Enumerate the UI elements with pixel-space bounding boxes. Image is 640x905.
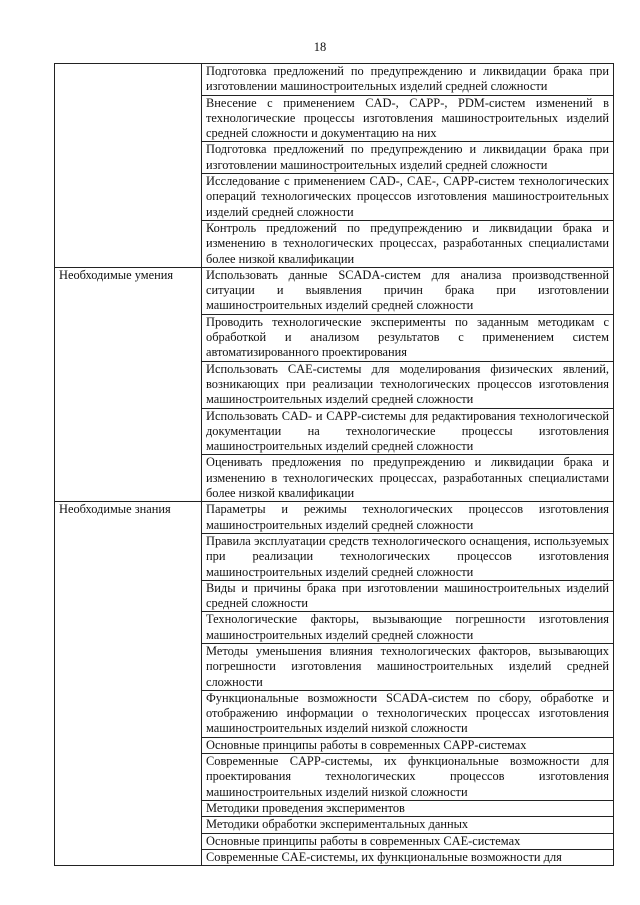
cell-text: Современные CAE-системы, их функциональные возможности для [206,849,562,864]
cell-text: Функциональные возможности SCADA-систем по сбору, обработке и отображению информации о технологических процессах изготовления машиностроительных изделий низкой сложности [206,690,609,736]
table-row [55,502,614,534]
cell-text: Использовать CAE-системы для моделирования физических явлений, возникающих при реализации технологических процессов изготовления машиностроительных изделий средней сложности [206,361,609,407]
table-row [55,64,614,96]
cell-text: Подготовка предложений по предупреждению и ликвидации брака при изготовлении машиностроительных изделий средней сложности [206,142,609,172]
table-cell [202,314,614,361]
table-cell [202,800,614,816]
table-cell [202,690,614,737]
cell-text: Основные принципы работы в современных CAPP-системах [206,737,527,752]
table-cell [202,612,614,644]
row-section-label: Необходимые умения [55,267,202,501]
cell-text: Методики обработки экспериментальных данных [206,817,469,832]
cell-text: Виды и причины брака при изготовлении машиностроительных изделий средней сложности [206,580,609,611]
cell-text: Контроль предложений по предупреждению и ликвидации брака и изменению в технологических процессах, разработанных специалистами более низкой квалификации [206,220,609,266]
cell-text: Проводить технологические эксперименты по заданным методикам с обработкой и анализом результатов с применением систем автоматизированного проектирования [206,314,609,360]
table-cell [202,833,614,849]
table-cell [202,174,614,221]
cell-text: Правила эксплуатации средств технологического оснащения, используемых при реализации технологических процессов изготовления машиностроительных изделий средней сложности [206,533,609,579]
cell-text: Технологические факторы, вызывающие погрешности изготовления машиностроительных изделий средней сложности [206,612,609,642]
table-cell [202,455,614,502]
table-cell [202,142,614,174]
table-cell [202,533,614,580]
cell-text: Методы уменьшения влияния технологических факторов, вызывающих погрешности изготовления машиностроительных изделий средней сложности [206,643,609,689]
qualification-table [54,63,614,866]
cell-text: Методики проведения экспериментов [206,800,405,815]
table-cell [202,408,614,455]
table-cell [202,580,614,612]
table-cell [202,502,614,534]
table-cell [202,849,614,865]
table-cell [202,267,614,314]
cell-text: Исследование с применением CAD-, CAE-, CAPP-систем технологических операций технологических процессов изготовления машиностроительных изделий средней сложности [206,174,609,219]
table-cell [202,817,614,833]
row-section-label: Необходимые знания [55,502,202,866]
cell-text: Параметры и режимы технологических процессов изготовления машиностроительных изделий средней сложности [206,502,609,532]
table-cell [202,643,614,690]
table-cell [202,361,614,408]
row-section-label [55,64,202,268]
cell-text: Использовать данные SCADA-систем для анализа производственной ситуации и выявления причин брака при изготовлении машиностроительных изделий средней сложности [206,267,609,313]
table-row [55,267,614,314]
cell-text: Оценивать предложения по предупреждению и ликвидации брака и изменению в технологических процессах, разработанных специалистами более низкой квалификации [206,455,609,501]
page-number: 18 [313,40,327,54]
cell-text: Современные CAPP-системы, их функциональные возможности для проектирования технологических процессов изготовления машиностроительных изделий низкой сложности [206,754,609,799]
table-cell [202,95,614,142]
cell-text: Использовать CAD- и CAPP-системы для редактирования технологической документации на технологические процессы изготовления машиностроительных изделий средней сложности [206,408,609,454]
cell-text: Подготовка предложений по предупреждению и ликвидации брака при изготовлении машиностроительных изделий средней сложности [206,64,609,94]
table-cell [202,737,614,753]
table-cell [202,754,614,801]
table-cell [202,220,614,267]
cell-text: Основные принципы работы в современных CAE-системах [206,833,521,848]
table-cell [202,64,614,96]
cell-text: Внесение с применением CAD-, CAPP-, PDM-систем изменений в технологические процессы изготовления машиностроительных изделий средней сложности и документацию на них [206,95,609,141]
